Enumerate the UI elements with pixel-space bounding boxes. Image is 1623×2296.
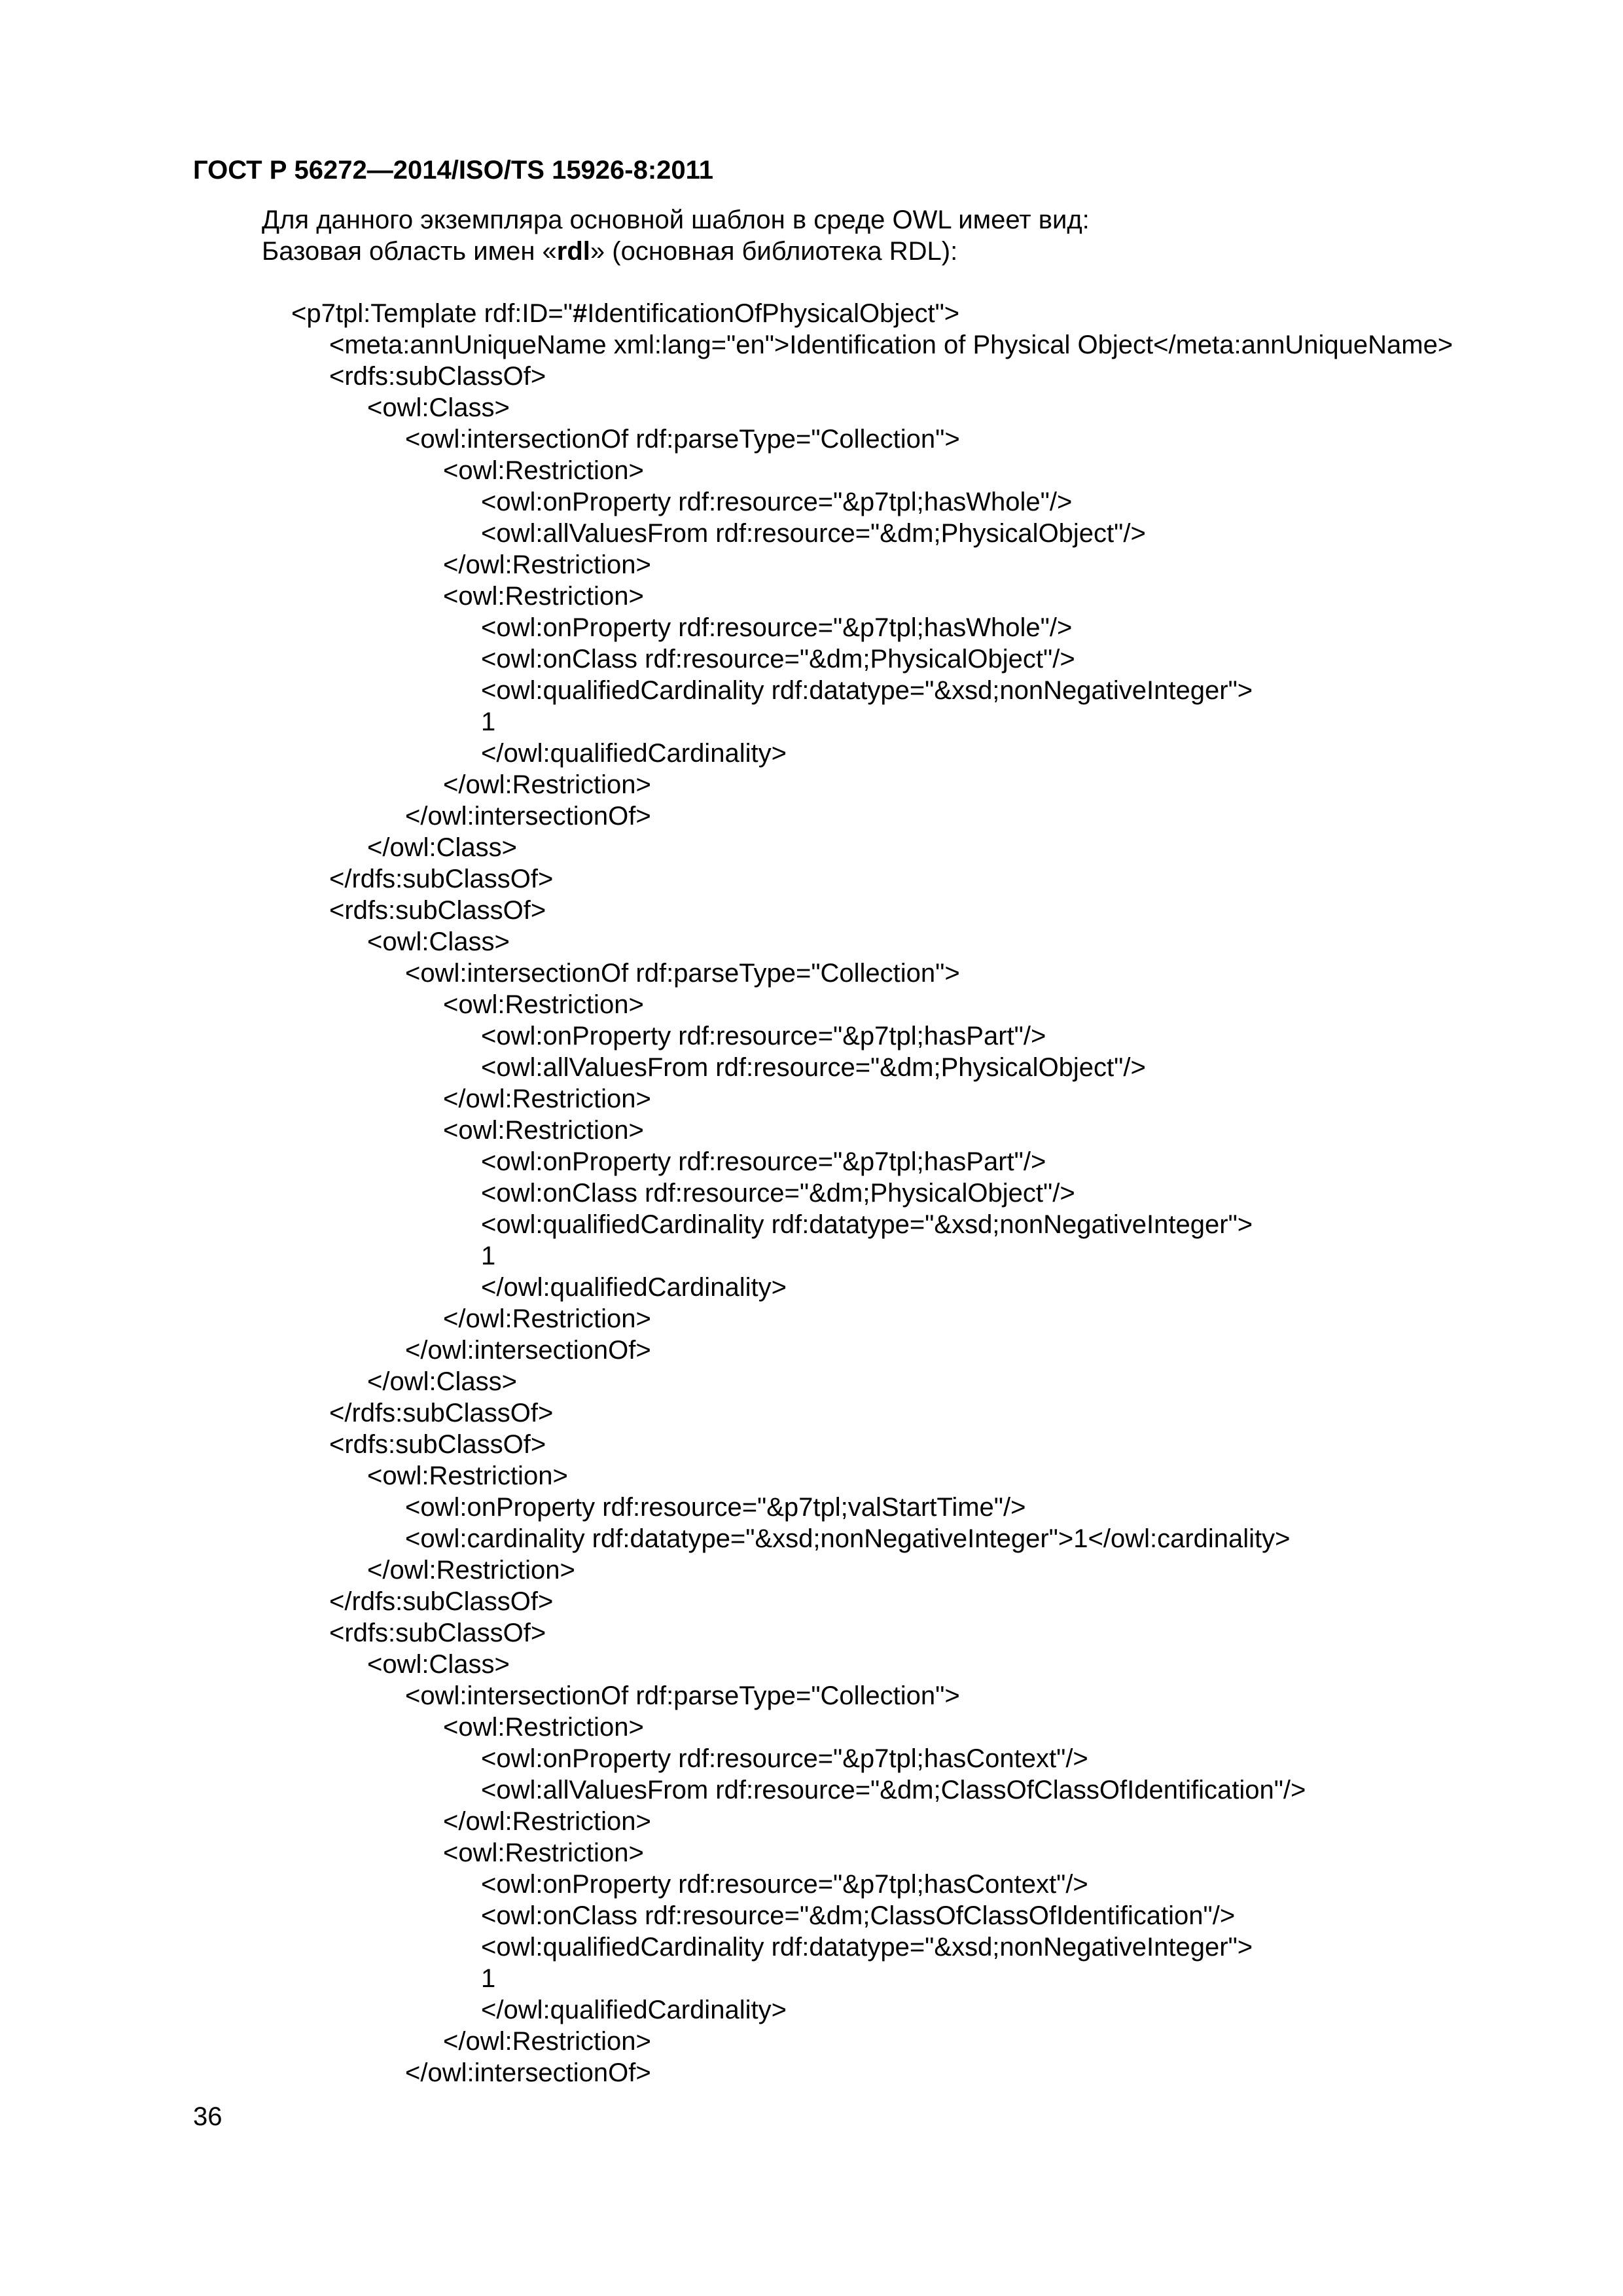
code-line-bold: # — [572, 299, 588, 328]
code-line: <rdfs:subClassOf> — [329, 896, 546, 925]
namespace-name: rdl — [556, 237, 590, 266]
code-line: <owl:onProperty rdf:resource="&p7tpl;hasWhole"/> — [481, 613, 1073, 642]
code-line: <owl:Restriction> — [443, 582, 644, 611]
code-line: </rdfs:subClassOf> — [329, 1399, 554, 1427]
code-line: <owl:onClass rdf:resource="&dm;PhysicalObject"/> — [481, 1179, 1075, 1208]
code-line: <owl:qualifiedCardinality rdf:datatype="&xsd;nonNegativeInteger"> — [481, 676, 1253, 705]
code-line: <owl:onClass rdf:resource="&dm;PhysicalObject"/> — [481, 645, 1075, 673]
code-line: <owl:Class> — [367, 1650, 510, 1679]
intro-line-2-prefix: Базовая область имен « — [262, 237, 557, 266]
code-line-pre: <p7tpl:Template rdf:ID=" — [291, 299, 573, 328]
code-line: <owl:qualifiedCardinality rdf:datatype="&xsd;nonNegativeInteger"> — [481, 1210, 1253, 1239]
code-line: </owl:qualifiedCardinality> — [481, 1273, 787, 1302]
code-line: <owl:qualifiedCardinality rdf:datatype="&xsd;nonNegativeInteger"> — [481, 1933, 1253, 1962]
code-line: 1 — [481, 1242, 496, 1270]
code-line: <rdfs:subClassOf> — [329, 362, 546, 391]
code-line: <owl:intersectionOf rdf:parseType="Collection"> — [405, 1681, 960, 1710]
code-line: 1 — [481, 708, 496, 736]
code-line: </owl:Class> — [367, 1367, 517, 1396]
code-line: <owl:Restriction> — [443, 1116, 644, 1145]
code-line: </owl:Restriction> — [443, 2027, 651, 2056]
code-line: </owl:intersectionOf> — [405, 802, 651, 831]
code-line: </owl:intersectionOf> — [405, 1336, 651, 1365]
code-line: <rdfs:subClassOf> — [329, 1430, 546, 1459]
intro-line-1: Для данного экземпляра основной шаблон в среде OWL имеет вид: — [262, 206, 1090, 234]
code-line: <owl:Restriction> — [443, 1713, 644, 1742]
code-line: </rdfs:subClassOf> — [329, 1587, 554, 1616]
code-line: <owl:onProperty rdf:resource="&p7tpl;hasContext"/> — [481, 1870, 1088, 1899]
code-line: <owl:onProperty rdf:resource="&p7tpl;hasPart"/> — [481, 1022, 1046, 1050]
code-line: <owl:onProperty rdf:resource="&p7tpl;valStartTime"/> — [405, 1493, 1026, 1522]
code-line: <owl:allValuesFrom rdf:resource="&dm;PhysicalObject"/> — [481, 1053, 1146, 1082]
code-line: <owl:onClass rdf:resource="&dm;ClassOfClassOfIdentification"/> — [481, 1901, 1236, 1930]
code-line: </owl:qualifiedCardinality> — [481, 1996, 787, 2024]
code-line: <meta:annUniqueName xml:lang="en">Identification of Physical Object</meta:annUniqueName> — [329, 331, 1454, 359]
code-line: <owl:Restriction> — [367, 1462, 568, 1490]
code-line: <owl:allValuesFrom rdf:resource="&dm;PhysicalObject"/> — [481, 519, 1146, 548]
code-line: </owl:Restriction> — [443, 550, 651, 579]
code-line-post: IdentificationOfPhysicalObject"> — [587, 299, 960, 328]
document-header: ГОСТ Р 56272—2014/ISO/TS 15926-8:2011 — [193, 156, 713, 185]
code-line: </owl:qualifiedCardinality> — [481, 739, 787, 768]
code-line: </owl:Class> — [367, 833, 517, 862]
code-line: 1 — [481, 1964, 496, 1993]
code-line — [0, 298, 1623, 329]
code-line: <owl:Restriction> — [443, 990, 644, 1019]
intro-line-2 — [262, 236, 1090, 267]
code-line: <owl:Restriction> — [443, 1839, 644, 1867]
code-line: </owl:Restriction> — [367, 1556, 575, 1585]
code-line: </owl:Restriction> — [443, 1085, 651, 1113]
code-line: <owl:onProperty rdf:resource="&p7tpl;hasPart"/> — [481, 1147, 1046, 1176]
code-line: <owl:onProperty rdf:resource="&p7tpl;hasContext"/> — [481, 1744, 1088, 1773]
owl-code-listing — [0, 298, 1623, 2089]
code-line: </owl:Restriction> — [443, 1807, 651, 1836]
page-number: 36 — [193, 2102, 223, 2131]
code-line: </owl:Restriction> — [443, 1304, 651, 1333]
code-line: <owl:Class> — [367, 927, 510, 956]
intro-line-2-suffix: » (основная библиотека RDL): — [590, 237, 958, 266]
code-line: <owl:onProperty rdf:resource="&p7tpl;hasWhole"/> — [481, 488, 1073, 516]
code-line: <owl:Class> — [367, 393, 510, 422]
code-line: </owl:intersectionOf> — [405, 2058, 651, 2087]
code-line: <owl:allValuesFrom rdf:resource="&dm;ClassOfClassOfIdentification"/> — [481, 1776, 1306, 1804]
code-line: <owl:cardinality rdf:datatype="&xsd;nonNegativeInteger">1</owl:cardinality> — [405, 1524, 1291, 1553]
code-line: </rdfs:subClassOf> — [329, 865, 554, 893]
intro-paragraph — [262, 204, 1090, 267]
code-line: <rdfs:subClassOf> — [329, 1619, 546, 1647]
code-line: <owl:intersectionOf rdf:parseType="Collection"> — [405, 425, 960, 454]
code-line: </owl:Restriction> — [443, 770, 651, 799]
code-line: <owl:Restriction> — [443, 456, 644, 485]
code-line: <owl:intersectionOf rdf:parseType="Collection"> — [405, 959, 960, 988]
